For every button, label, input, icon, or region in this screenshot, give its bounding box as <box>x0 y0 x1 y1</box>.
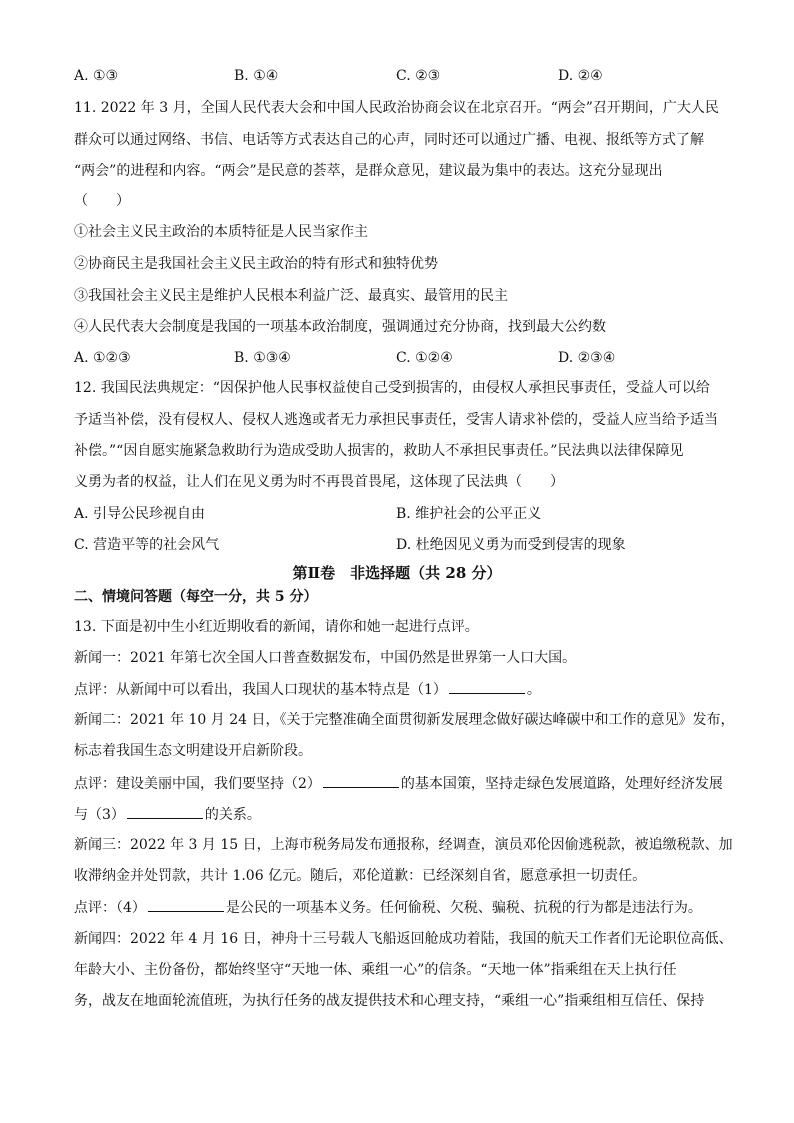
comment-3: 点评：（4） 是公民的一项基本义务。任何偷税、欠税、骗税、抗税的行为都是违法行为。 <box>74 897 726 918</box>
option-c: C. 营造平等的社会风气 <box>74 537 220 553</box>
q12-stem-line: 义勇为者的权益，让人们在见义勇为时不再畏首畏尾，这体现了民法典（ ） <box>74 474 564 490</box>
q11-item: ④人民代表大会制度是我国的一项基本政治制度，强调通过充分协商，找到最大公约数 <box>74 319 606 335</box>
answer-blank-3[interactable] <box>127 804 203 819</box>
q11-stem-line: “两会”的进程和内容。“两会”是民意的荟萃，是群众意见，建议最为集中的表达。这充分显现出 <box>74 163 663 179</box>
option-a: A. 引导公民珍视自由 <box>74 506 206 522</box>
option-a: A. ①③ <box>74 68 119 84</box>
comment-2-cont: 与（3） 的关系。 <box>74 804 726 825</box>
news-3: 新闻三：2022 年 3 月 15 日，上海市税务局发布通报称，经调查，演员邓伦因偷逃税款，被追缴税款、加 <box>74 837 733 853</box>
q12-stem-line: 予适当补偿，没有侵权人、侵权人逃逸或者无力承担民事责任，受害人请求补偿的，受益人应当给予适当 <box>74 412 718 428</box>
news-4: 务，战友在地面轮流值班，为执行任务的战友提供技术和心理支持，“乘组一心”指乘组相互信任、保持 <box>74 993 705 1009</box>
q11-stem-line: 11. 2022 年 3 月，全国人民代表大会和中国人民政治协商会议在北京召开。“两会”召开期间，广大人民 <box>74 100 719 116</box>
answer-blank-2[interactable] <box>323 773 399 788</box>
option-a: A. ①②③ <box>74 350 131 366</box>
option-d: D. ②③④ <box>558 350 616 366</box>
news-2: 标志着我国生态文明建设开启新阶段。 <box>74 743 312 759</box>
comment-1: 点评：从新闻中可以看出，我国人口现状的基本特点是（1） 。 <box>74 679 726 700</box>
q12-stem-line: 12. 我国民法典规定：“因保护他人民事权益使自己受到损害的，由侵权人承担民事责任，受益人可以给 <box>74 380 710 396</box>
answer-blank-4[interactable] <box>148 897 224 912</box>
answer-blank-1[interactable] <box>449 679 525 694</box>
news-3: 收滞纳金并处罚款，共计 1.06 亿元。随后，邓伦道歉：已经深刻自省，愿意承担一切责任。 <box>74 868 647 884</box>
q11-item: ②协商民主是我国社会主义民主政治的特有形式和独特优势 <box>74 256 438 272</box>
q11-item: ③我国社会主义民主是维护人民根本利益广泛、最真实、最管用的民主 <box>74 288 508 304</box>
q11-stem-line: （ ） <box>74 193 130 209</box>
part-title: 二、情境问答题（每空一分，共 5 分） <box>74 589 318 605</box>
option-b: B. ①③④ <box>234 350 291 366</box>
q12-stem-line: 补偿。”“因自愿实施紧急救助行为造成受助人损害的，救助人不承担民事责任。”民法典以法律保障见 <box>74 443 684 459</box>
section-title: 第Ⅱ卷 非选择题（共 28 分） <box>292 564 502 582</box>
comment-2: 点评：建设美丽中国，我们要坚持（2） 的基本国策，坚持走绿色发展道路，处理好经济发展 <box>74 773 726 794</box>
option-c: C. ②③ <box>396 68 441 84</box>
option-d: D. ②④ <box>558 68 603 84</box>
news-4: 新闻四：2022 年 4 月 16 日，神舟十三号载人飞船返回舱成功着陆，我国的航天工作者们无论职位高低、 <box>74 931 733 947</box>
option-c: C. ①②④ <box>396 350 453 366</box>
news-4: 年龄大小、主份备份，都始终坚守“天地一体、乘组一心”的信条。“天地一体”指乘组在天上执行任 <box>74 962 677 978</box>
option-d: D. 杜绝因见义勇为而受到侵害的现象 <box>396 537 626 553</box>
q11-item: ①社会主义民主政治的本质特征是人民当家作主 <box>74 224 368 240</box>
option-b: B. ①④ <box>234 68 279 84</box>
news-2: 新闻二：2021 年 10 月 24 日，《关于完整准确全面贯彻新发展理念做好碳达峰碳中和工作的意见》发布， <box>74 712 735 728</box>
news-1: 新闻一：2021 年第七次全国人口普查数据发布，中国仍然是世界第一人口大国。 <box>74 650 577 666</box>
q11-stem-line: 群众可以通过网络、书信、电话等方式表达自己的心声，同时还可以通过广播、电视、报纸等方式了解 <box>74 132 704 148</box>
option-b: B. 维护社会的公平正义 <box>396 506 542 522</box>
q13-intro: 13. 下面是初中生小红近期收看的新闻，请你和她一起进行点评。 <box>74 619 479 635</box>
